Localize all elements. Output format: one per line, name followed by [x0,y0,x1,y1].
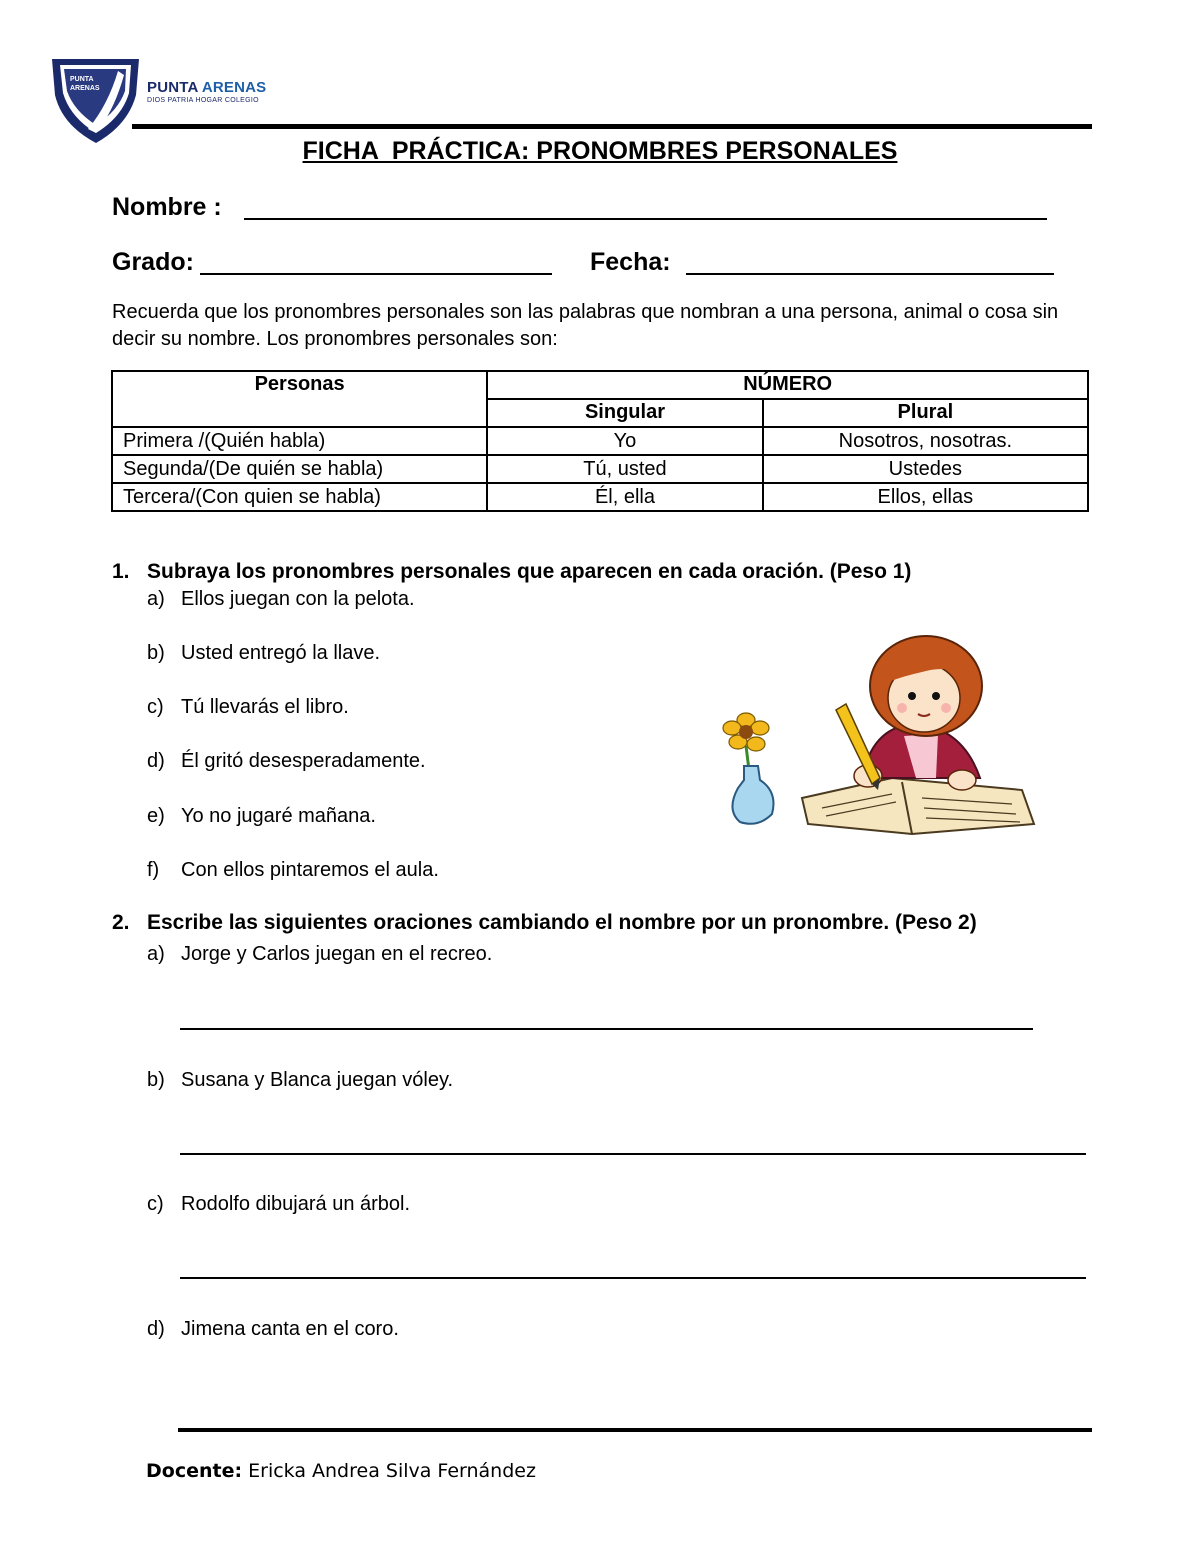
school-name-part1: PUNTA [147,79,202,96]
answer-line-b[interactable] [180,1153,1086,1155]
girl-writing-illustration [712,628,1042,858]
item-letter: d) [147,1318,165,1340]
footer-divider [178,1428,1092,1432]
item-letter: a) [147,943,165,965]
list-item [0,859,700,885]
list-item [0,1193,1100,1219]
school-motto: DIOS PATRIA HOGAR COLEGIO [147,97,259,104]
school-name [147,79,266,96]
item-letter: b) [147,642,165,664]
cell-plural: Nosotros, nosotras. [763,427,1088,455]
list-item [0,696,700,722]
grado-field[interactable] [200,273,552,275]
item-letter: f) [147,859,160,881]
item-letter: e) [147,805,165,827]
item-text: Él gritó desesperadamente. [181,750,426,772]
header-singular: Singular [487,399,762,427]
table-row [112,427,1088,455]
table-row [112,455,1088,483]
list-item [0,750,700,776]
cell-singular: Él, ella [487,483,762,511]
question-2-text: Escribe las siguientes oraciones cambiando el nombre por un pronombre. (Peso 2) [147,911,977,934]
grado-label: Grado: [112,248,194,276]
list-item [0,1318,1100,1344]
pronouns-table [111,370,1089,512]
fecha-field[interactable] [686,273,1054,275]
header-divider [132,124,1092,129]
cell-persona: Tercera/(Con quien se habla) [112,483,487,511]
list-item [0,1069,1100,1095]
intro-paragraph: Recuerda que los pronombres personales son las palabras que nombran a una persona, animal o cosa sin decir su nombre. Los pronombres personales son: [112,301,1059,350]
school-crest-logo [48,55,143,147]
item-text: Rodolfo dibujará un árbol. [181,1193,411,1215]
cell-persona: Segunda/(De quién se habla) [112,455,487,483]
item-letter: b) [147,1069,165,1091]
header-plural: Plural [763,399,1088,427]
question-2-title [0,911,1200,939]
question-1-title [0,560,1200,588]
cell-singular: Yo [487,427,762,455]
answer-line-c[interactable] [180,1277,1086,1279]
item-text: Jimena canta en el coro. [181,1318,399,1340]
item-text: Con ellos pintaremos el aula. [181,859,439,881]
list-item [0,805,700,831]
item-text: Susana y Blanca juegan vóley. [181,1069,454,1091]
question-1-number: 1. [112,560,130,583]
item-letter: c) [147,1193,164,1215]
footer-teacher [146,1460,536,1482]
item-letter: c) [147,696,164,718]
item-letter: a) [147,588,165,610]
nombre-field[interactable] [244,218,1047,220]
cell-persona: Primera /(Quién habla) [112,427,487,455]
item-text: Yo no jugaré mañana. [181,805,376,827]
item-text: Jorge y Carlos juegan en el recreo. [181,943,493,965]
cell-plural: Ustedes [763,455,1088,483]
item-text: Tú llevarás el libro. [181,696,349,718]
footer-teacher-name: Ericka Andrea Silva Fernández [248,1460,536,1482]
nombre-label: Nombre : [112,193,222,221]
question-2-number: 2. [112,911,130,934]
header-personas: Personas [112,371,487,427]
svg-text:PUNTA: PUNTA [70,76,94,83]
list-item [0,943,1100,969]
header-numero: NÚMERO [487,371,1088,399]
footer-label: Docente: [146,1460,243,1482]
cell-plural: Ellos, ellas [763,483,1088,511]
item-letter: d) [147,750,165,772]
svg-text:ARENAS: ARENAS [70,85,100,92]
question-1-text: Subraya los pronombres personales que aparecen en cada oración. (Peso 1) [147,560,912,583]
item-text: Usted entregó la llave. [181,642,381,664]
item-text: Ellos juegan con la pelota. [181,588,415,610]
answer-line-a[interactable] [180,1028,1033,1030]
list-item [0,588,700,614]
school-name-part2: ARENAS [201,79,267,96]
table-row [112,483,1088,511]
list-item [0,642,700,668]
cell-singular: Tú, usted [487,455,762,483]
page-title: FICHA PRÁCTICA: PRONOMBRES PERSONALES [302,137,898,165]
fecha-label: Fecha: [590,248,671,276]
